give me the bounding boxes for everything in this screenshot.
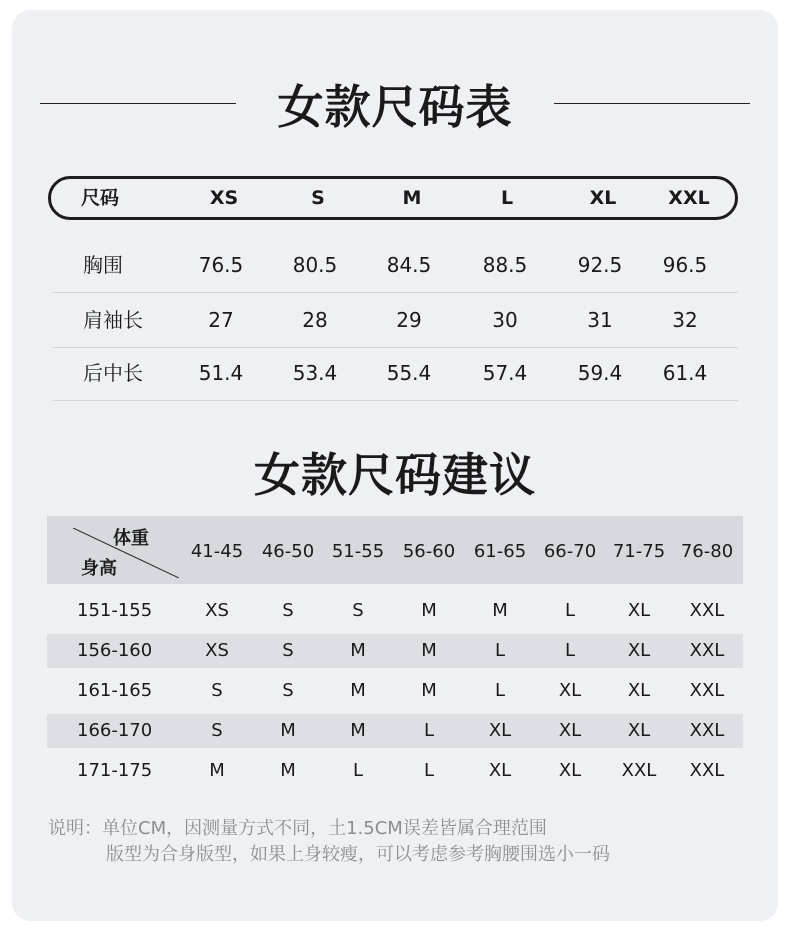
table-cell: XL xyxy=(627,600,651,621)
table-cell: XS xyxy=(205,600,229,621)
table-row xyxy=(47,754,743,788)
table-cell: M xyxy=(350,640,366,661)
table-cell: M xyxy=(280,720,296,741)
table-cell: XL xyxy=(558,760,582,781)
table-cell: L xyxy=(423,760,435,781)
table-cell: M xyxy=(350,680,366,701)
table-cell: XL xyxy=(488,720,512,741)
weight-column-header: 51-55 xyxy=(331,541,385,562)
table-cell: S xyxy=(211,720,223,741)
table-row xyxy=(53,238,738,293)
table-cell: XL xyxy=(558,680,582,701)
table-cell: XXL xyxy=(689,640,725,661)
size-header-xs: XS xyxy=(209,187,239,209)
height-label: 151-155 xyxy=(77,600,153,621)
table-cell: M xyxy=(421,680,437,701)
weight-column-header: 66-70 xyxy=(543,541,597,562)
table-row xyxy=(47,714,743,748)
table-cell: 96.5 xyxy=(662,253,708,277)
table-cell: 84.5 xyxy=(386,253,432,277)
size-header-xl: XL xyxy=(589,187,617,209)
size-header-xxl: XXL xyxy=(668,187,710,209)
table-cell: 27 xyxy=(208,308,234,332)
weight-column-header: 46-50 xyxy=(261,541,315,562)
table-cell: XXL xyxy=(689,760,725,781)
height-label: 171-175 xyxy=(77,760,153,781)
table-cell: M xyxy=(350,720,366,741)
weight-column-header: 71-75 xyxy=(612,541,666,562)
height-label: 156-160 xyxy=(77,640,153,661)
table-cell: S xyxy=(282,640,294,661)
table-row xyxy=(47,674,743,708)
table-row xyxy=(47,634,743,668)
recommendation-heading xyxy=(0,440,790,504)
table-row xyxy=(47,594,743,628)
row-label: 肩袖长 xyxy=(83,308,143,332)
note-line-1: 说明：单位CM，因测量方式不同，土1.5CM误差皆属合理范围 xyxy=(48,818,547,839)
table-cell: M xyxy=(492,600,508,621)
size-header-m: M xyxy=(402,187,422,209)
weight-axis-label: 体重 xyxy=(113,528,149,549)
table-cell: 32 xyxy=(672,308,698,332)
title-divider-left xyxy=(40,103,236,104)
table-cell: S xyxy=(211,680,223,701)
table-cell: M xyxy=(280,760,296,781)
table-cell: XL xyxy=(558,720,582,741)
weight-column-header: 61-65 xyxy=(473,541,527,562)
table-cell: M xyxy=(209,760,225,781)
table-cell: S xyxy=(352,600,364,621)
table-cell: XL xyxy=(627,720,651,741)
size-chart-title: 女款尺码表 xyxy=(277,80,513,134)
table-cell: XS xyxy=(205,640,229,661)
size-header-l: L xyxy=(500,187,514,209)
table-cell: XXL xyxy=(689,600,725,621)
size-header-s: S xyxy=(311,187,325,209)
table-cell: L xyxy=(352,760,364,781)
row-label: 胸围 xyxy=(83,253,123,277)
title-divider-right xyxy=(554,103,750,104)
height-axis-label: 身高 xyxy=(81,558,117,579)
table-row xyxy=(53,346,738,401)
table-cell: M xyxy=(421,600,437,621)
table-cell: L xyxy=(494,640,506,661)
table-cell: 30 xyxy=(492,308,518,332)
table-cell: 88.5 xyxy=(482,253,528,277)
table-cell: 29 xyxy=(396,308,422,332)
table-cell: 31 xyxy=(587,308,613,332)
table-cell: XXL xyxy=(689,680,725,701)
size-chart-heading xyxy=(0,74,790,134)
size-chart-header xyxy=(48,176,738,220)
table-cell: S xyxy=(282,600,294,621)
table-cell: 61.4 xyxy=(662,361,708,385)
table-cell: XL xyxy=(627,640,651,661)
height-label: 166-170 xyxy=(77,720,153,741)
weight-column-header: 56-60 xyxy=(402,541,456,562)
table-cell: 55.4 xyxy=(386,361,432,385)
table-cell: L xyxy=(494,680,506,701)
table-cell: XXL xyxy=(689,720,725,741)
table-cell: XXL xyxy=(621,760,657,781)
table-cell: S xyxy=(282,680,294,701)
table-cell: XL xyxy=(627,680,651,701)
table-cell: 28 xyxy=(302,308,328,332)
row-label: 后中长 xyxy=(83,361,143,385)
table-cell: XL xyxy=(488,760,512,781)
table-cell: 76.5 xyxy=(198,253,244,277)
table-cell: L xyxy=(564,600,576,621)
table-cell: 53.4 xyxy=(292,361,338,385)
recommendation-title: 女款尺码建议 xyxy=(254,448,536,502)
weight-column-header: 76-80 xyxy=(680,541,734,562)
table-cell: M xyxy=(421,640,437,661)
table-cell: 57.4 xyxy=(482,361,528,385)
table-cell: 59.4 xyxy=(577,361,623,385)
table-cell: 51.4 xyxy=(198,361,244,385)
recommendation-header xyxy=(47,516,743,584)
size-note xyxy=(48,816,610,868)
note-line-2: 版型为合身版型，如果上身较瘦，可以考虑参考胸腰围选小一码 xyxy=(106,844,610,865)
weight-column-header: 41-45 xyxy=(190,541,244,562)
height-label: 161-165 xyxy=(77,680,153,701)
table-row xyxy=(53,293,738,348)
table-cell: L xyxy=(564,640,576,661)
table-cell: 92.5 xyxy=(577,253,623,277)
size-header-label: 尺码 xyxy=(81,187,120,209)
table-cell: L xyxy=(423,720,435,741)
table-cell: 80.5 xyxy=(292,253,338,277)
